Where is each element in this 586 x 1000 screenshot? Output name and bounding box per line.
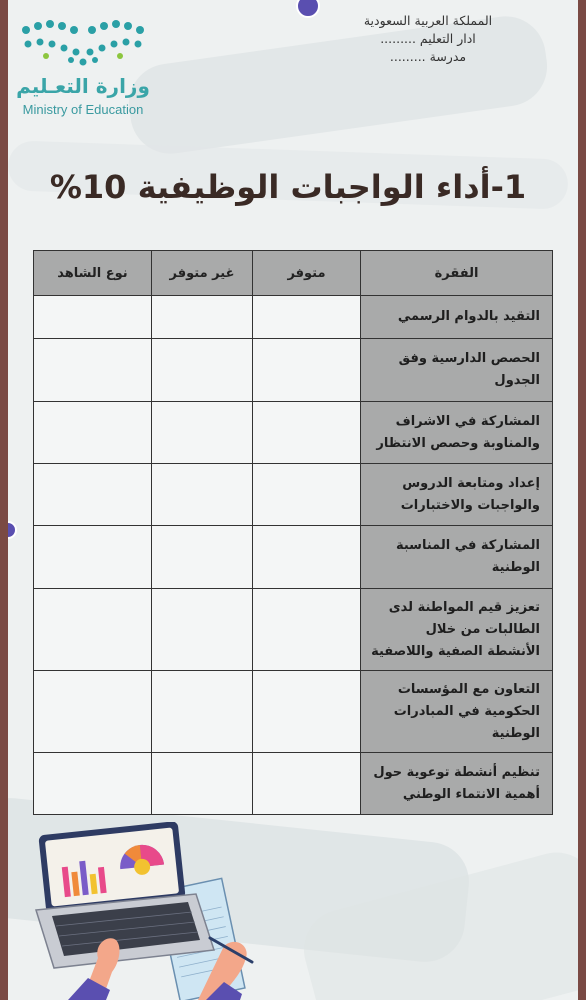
evidence-cell[interactable] [34,753,152,815]
unavailable-cell[interactable] [152,296,253,339]
binder-ring-icon [296,0,320,18]
available-cell[interactable] [253,671,361,753]
evaluation-table [33,250,553,815]
column-header-evidence: نوع الشاهد [34,251,152,296]
evidence-cell[interactable] [34,296,152,339]
table-row [34,296,553,339]
header-country: المملكة العربية السعودية [363,13,493,28]
available-cell[interactable] [253,402,361,464]
school-header [318,12,538,66]
unavailable-cell[interactable] [152,526,253,589]
row-item: تنظيم أنشطة توعوية حول أهمية الانتماء الوطني [361,753,553,815]
table-row [34,464,553,526]
available-cell[interactable] [253,753,361,815]
table-row [34,339,553,402]
row-item: الحصص الدارسية وفق الجدول [361,339,553,402]
evidence-cell[interactable] [34,526,152,589]
available-cell[interactable] [253,526,361,589]
available-cell[interactable] [253,339,361,402]
unavailable-cell[interactable] [152,589,253,671]
row-item: تعزيز قيم المواطنة لدى الطالبات من خلال الأنشطة الصفية واللاصفية [361,589,553,671]
table-row [34,526,553,589]
page-title: 1-أداء الواجبات الوظيفية 10% [49,168,527,206]
column-header-available: متوفر [253,251,361,296]
table-header-row [34,251,553,296]
available-cell[interactable] [253,589,361,671]
logo-dots-icon [16,16,150,76]
unavailable-cell[interactable] [152,464,253,526]
row-item: المشاركة في المناسبة الوطنية [361,526,553,589]
table-row [34,671,553,753]
laptop-icon [36,822,214,968]
page-sheet [8,0,578,1000]
evidence-cell[interactable] [34,402,152,464]
table-row [34,402,553,464]
logo-english-text: Ministry of Education [22,102,144,117]
header-school: مدرسة ......... [389,49,467,64]
table-row [34,589,553,671]
row-item: المشاركة في الاشراف والمناوبة وحصص الانتظار [361,402,553,464]
column-header-unavailable: غير متوفر [152,251,253,296]
binder-ring-icon [8,521,17,539]
evidence-cell[interactable] [34,589,152,671]
row-item: التعاون مع المؤسسات الحكومية في المبادرات الوطنية [361,671,553,753]
header-department: ادار التعليم ......... [380,31,476,46]
unavailable-cell[interactable] [152,671,253,753]
available-cell[interactable] [253,464,361,526]
unavailable-cell[interactable] [152,753,253,815]
logo-arabic-text: وزارة التعـليم [16,74,150,98]
column-header-item: الفقرة [361,251,553,296]
evidence-cell[interactable] [34,339,152,402]
table-row [34,753,553,815]
laptop-illustration [28,822,268,1000]
ministry-logo [16,16,150,126]
evidence-cell[interactable] [34,464,152,526]
row-item: التقيد بالدوام الرسمي [361,296,553,339]
unavailable-cell[interactable] [152,402,253,464]
row-item: إعداد ومتابعة الدروس والواجبات والاختبارات [361,464,553,526]
evidence-cell[interactable] [34,671,152,753]
available-cell[interactable] [253,296,361,339]
unavailable-cell[interactable] [152,339,253,402]
